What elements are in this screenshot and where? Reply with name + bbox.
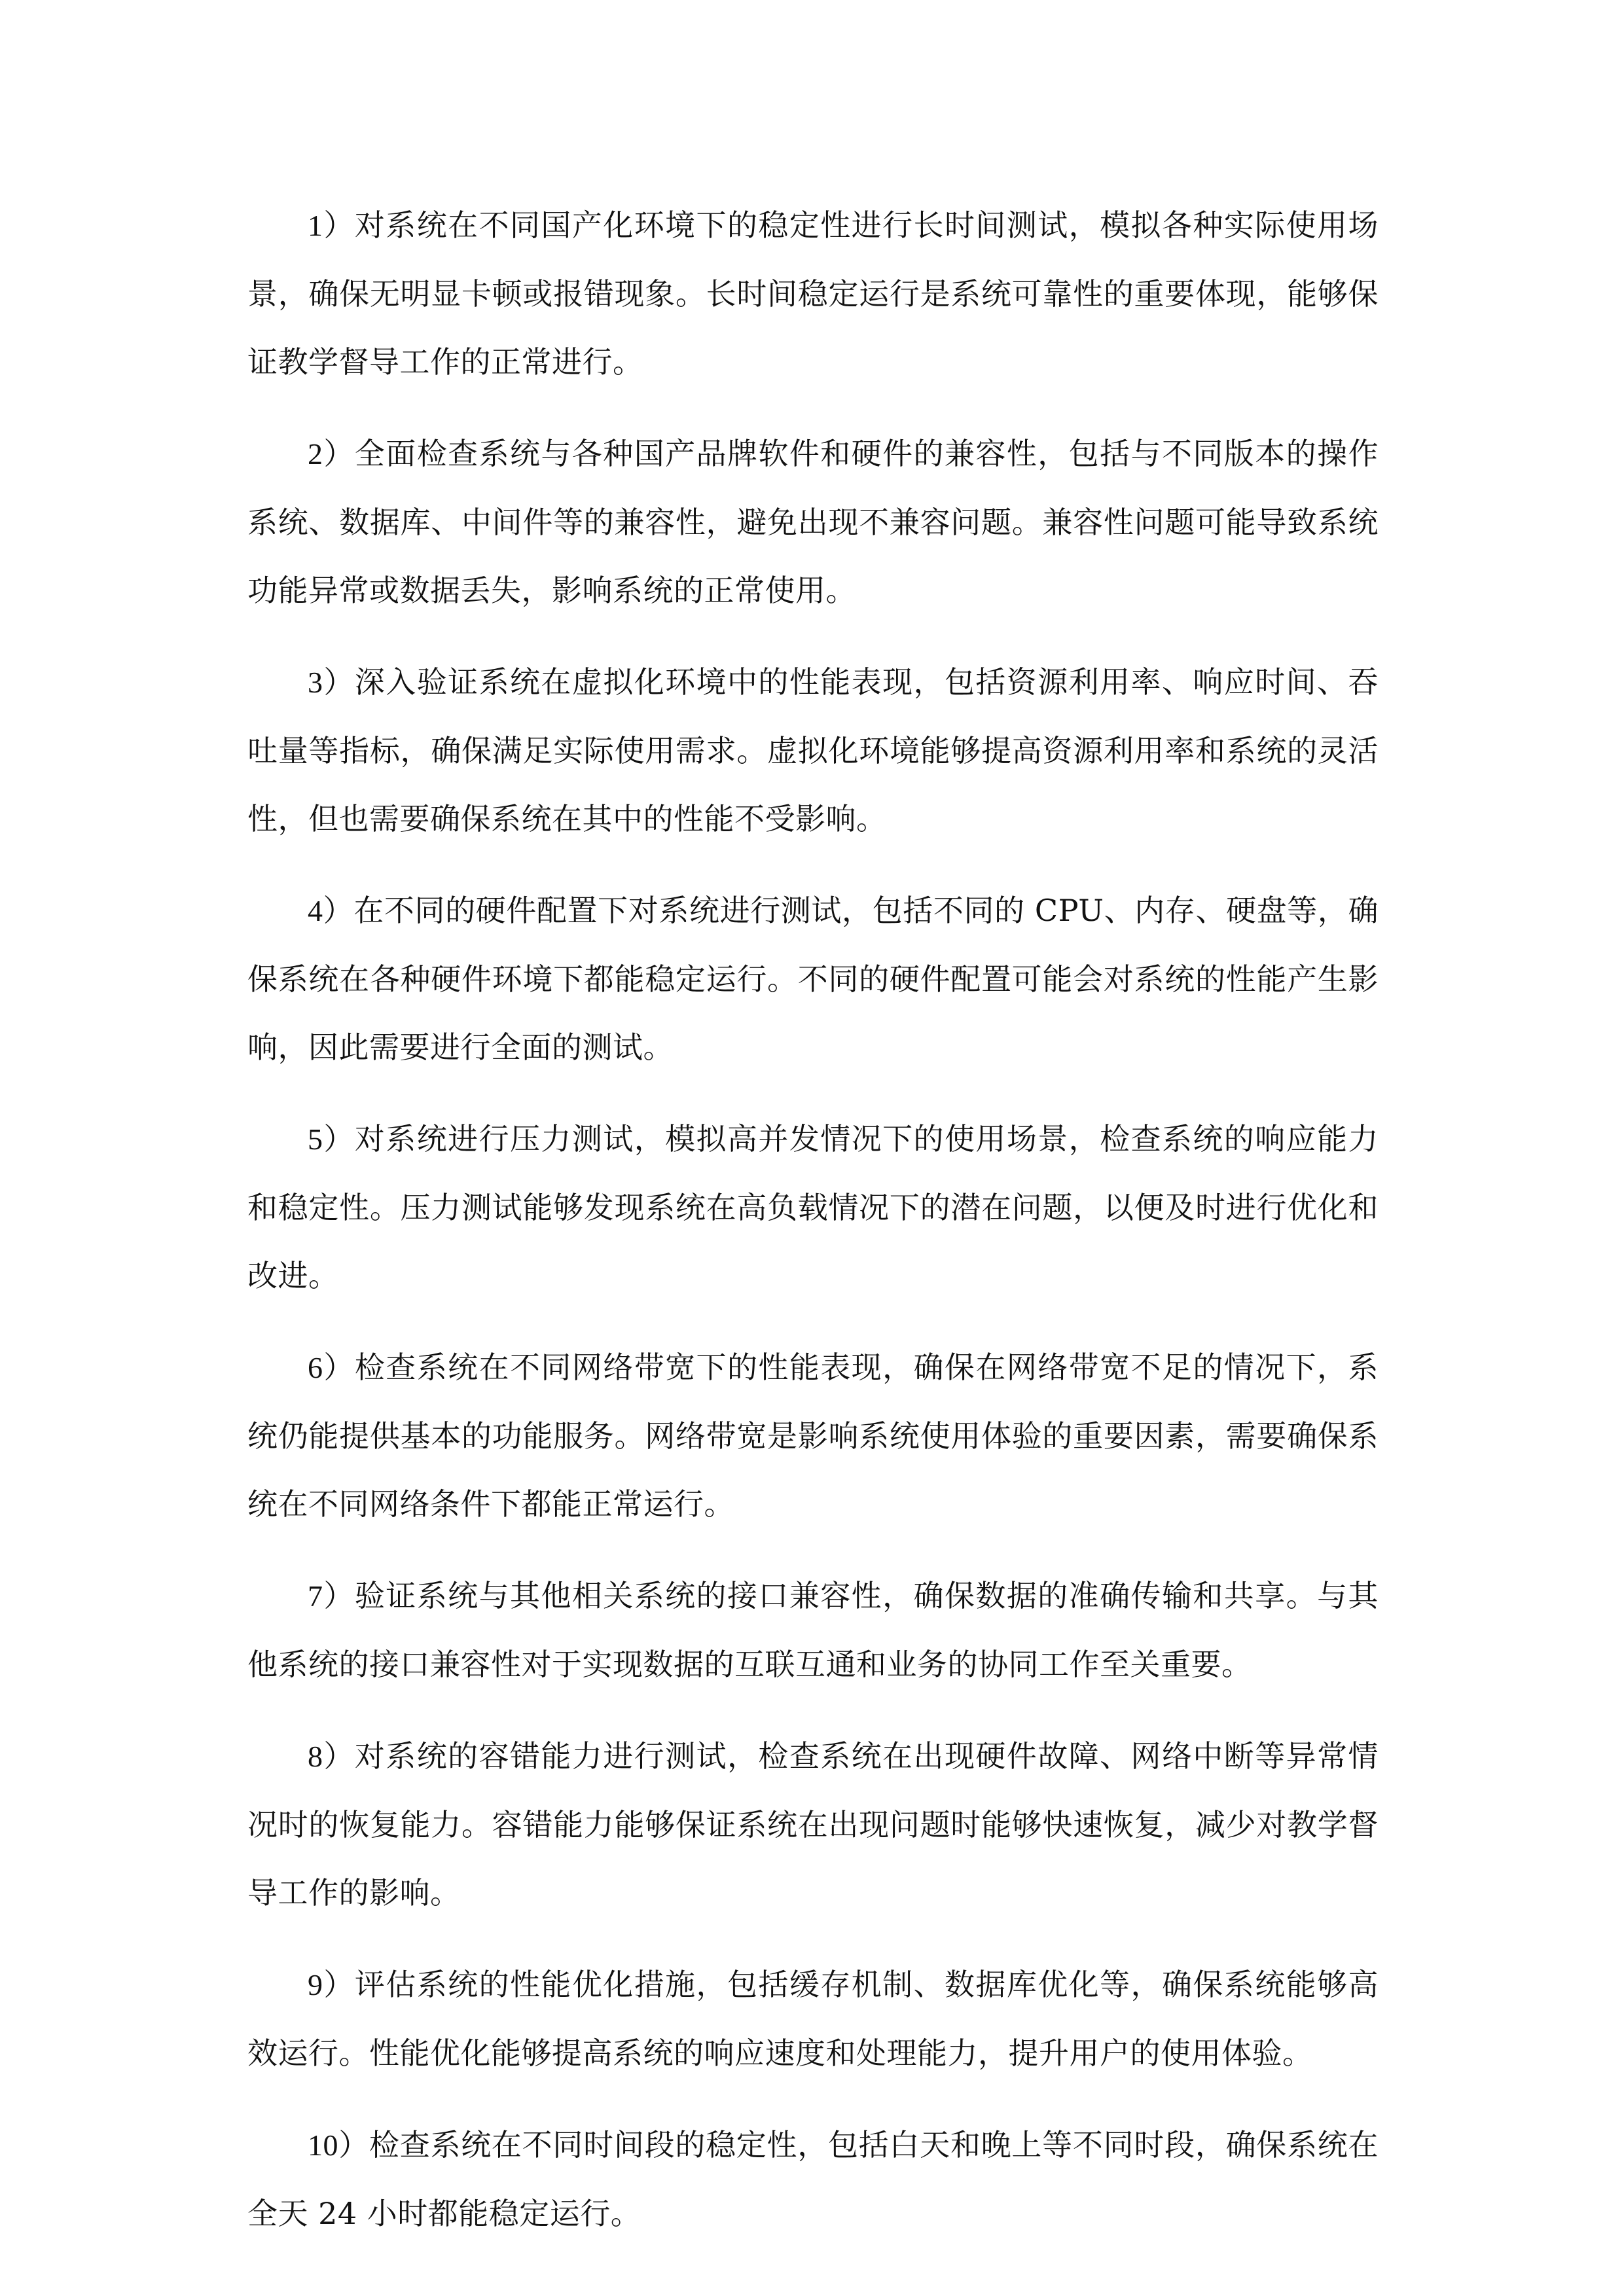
paragraph-text: 在不同的硬件配置下对系统进行测试，包括不同的 CPU、内存、硬盘等，确保系统在各种硬件环境下都能稳定运行。不同的硬件配置可能会对系统的性能产生影响，因此需要进行全面的测试。 [247, 893, 1379, 1065]
paragraph-number: 1） [308, 209, 355, 242]
paragraph-text: 对系统的容错能力进行测试，检查系统在出现硬件故障、网络中断等异常情况时的恢复能力。容错能力能够保证系统在出现问题时能够快速恢复，减少对教学督导工作的影响。 [247, 1738, 1379, 1910]
paragraph-text: 评估系统的性能优化措施，包括缓存机制、数据库优化等，确保系统能够高效运行。性能优化能够提高系统的响应速度和处理能力，提升用户的使用体验。 [247, 1967, 1379, 2071]
paragraph-text: 对系统进行压力测试，模拟高并发情况下的使用场景，检查系统的响应能力和稳定性。压力测试能够发现系统在高负载情况下的潜在问题，以便及时进行优化和改进。 [247, 1121, 1379, 1293]
paragraph-text: 检查系统在不同时间段的稳定性，包括白天和晚上等不同时段，确保系统在全天 24 小时都能稳定运行。 [247, 2127, 1379, 2231]
paragraph-text: 深入验证系统在虚拟化环境中的性能表现，包括资源利用率、响应时间、吞吐量等指标，确保满足实际使用需求。虚拟化环境能够提高资源利用率和系统的灵活性，但也需要确保系统在其中的性能不受影响。 [247, 664, 1379, 836]
paragraph-2 [247, 420, 1379, 624]
paragraph-number: 7） [308, 1579, 355, 1613]
paragraph-number: 10） [308, 2128, 369, 2162]
paragraph-9 [247, 1950, 1379, 2087]
paragraph-5 [247, 1105, 1379, 1310]
paragraph-number: 6） [308, 1351, 355, 1384]
paragraph-text: 验证系统与其他相关系统的接口兼容性，确保数据的准确传输和共享。与其他系统的接口兼容性对于实现数据的互联互通和业务的协同工作至关重要。 [247, 1578, 1379, 1682]
paragraph-text: 对系统在不同国产化环境下的稳定性进行长时间测试，模拟各种实际使用场景，确保无明显卡顿或报错现象。长时间稳定运行是系统可靠性的重要体现，能够保证教学督导工作的正常进行。 [247, 207, 1379, 380]
paragraph-number: 2） [308, 437, 355, 471]
paragraph-number: 4） [308, 894, 354, 927]
paragraph-4 [247, 876, 1379, 1081]
paragraph-8 [247, 1722, 1379, 1927]
paragraph-number: 8） [308, 1740, 355, 1773]
paragraph-number: 9） [308, 1968, 355, 2001]
paragraph-3 [247, 648, 1379, 853]
paragraph-number: 3） [308, 666, 355, 699]
paragraph-number: 5） [308, 1122, 355, 1156]
paragraph-6 [247, 1333, 1379, 1538]
paragraph-text: 全面检查系统与各种国产品牌软件和硬件的兼容性，包括与不同版本的操作系统、数据库、中间件等的兼容性，避免出现不兼容问题。兼容性问题可能导致系统功能异常或数据丢失，影响系统的正常使用。 [247, 436, 1379, 608]
paragraph-text: 检查系统在不同网络带宽下的性能表现，确保在网络带宽不足的情况下，系统仍能提供基本的功能服务。网络带宽是影响系统使用体验的重要因素，需要确保系统在不同网络条件下都能正常运行。 [247, 1350, 1379, 1522]
paragraph-10 [247, 2111, 1379, 2248]
paragraph-1 [247, 191, 1379, 396]
paragraph-7 [247, 1562, 1379, 1698]
document-body [247, 191, 1379, 2271]
